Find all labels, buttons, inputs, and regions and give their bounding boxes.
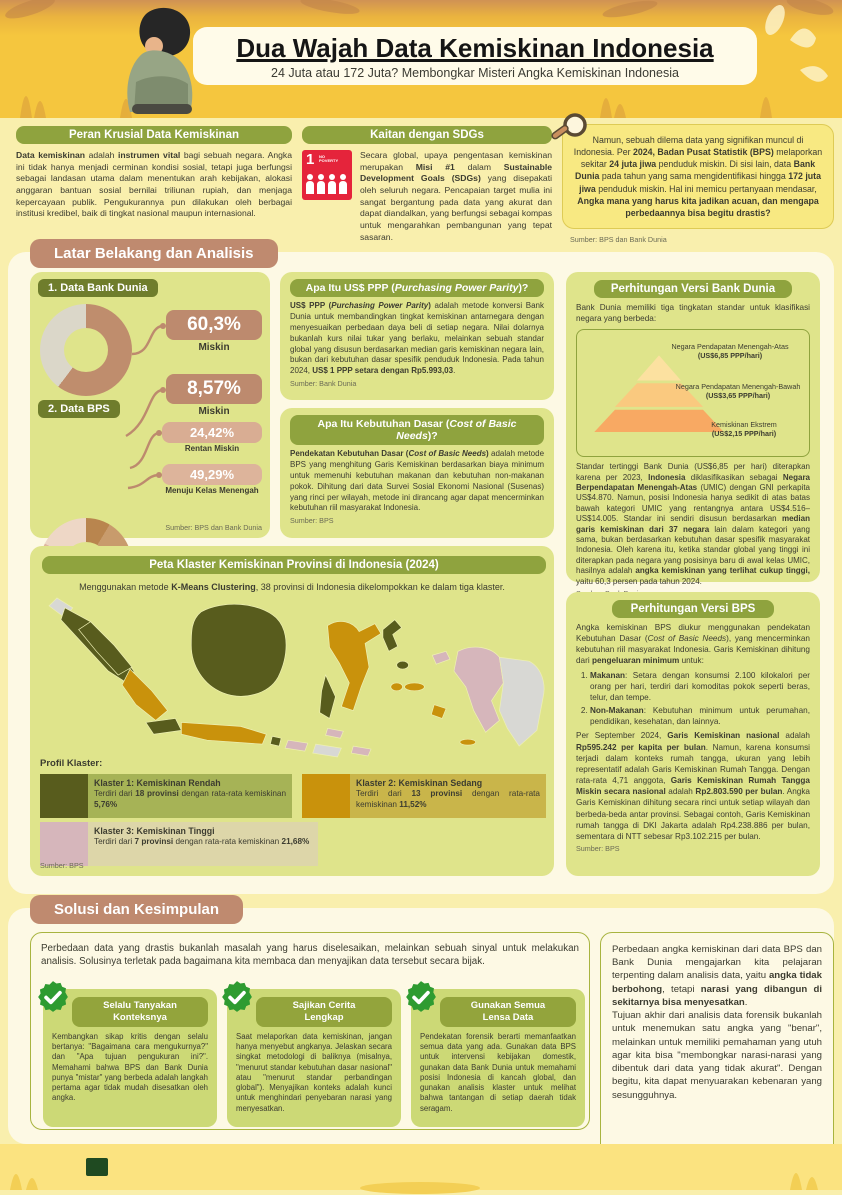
bps-intro: Angka kemiskinan BPS diukur menggunakan pendekatan Kebutuhan Dasar (Cost of Basic Needs), yang mencerminkan kebutuhan riil masyarakat Indonesia. Garis Kemiskinan dihitung dari pengeluaran minimum untuk: <box>576 623 810 666</box>
solusi-intro: Perbedaan data yang drastis bukanlah masalah yang harus diselesaikan, melainkan sebuah sinyal untuk melakukan analisis. Solusinya terletak pada bagaimana kita membaca dan menyajikan data tersebut secara bijak. <box>41 943 579 968</box>
title-card <box>193 27 757 85</box>
latar-panel <box>8 245 834 894</box>
map-title: Peta Klaster Kemiskinan Provinsi di Indonesia (2024) <box>42 556 546 574</box>
bank-dunia-body: Standar tertinggi Bank Dunia (US$6,85 per hari) diterapkan karena per 2023, Indonesia diklasifikasikan sebagai Negara Berpendapatan Menengah-Atas (UMIC) dengan GNI perkapita US$4.870. Namun, posisi Indonesia hanya sedikit di atas batas bawah kategori UMIC yang rentangnya antara US$4.516–US$14.005. Standar ini sendiri disusun berdasarkan median garis kemiskinan dari 37 negara lain dalam kategori yang sama, bukan berdasarkan kebutuhan dasar spesifik masyarakat Indonesia. Oleh karena itu, ketika standar global yang tinggi ini diterapkan pada negara yang posisinya baru di awal kelas UMIC, hasilnya adalah angka kemiskinan yang terlihat cukup tinggi, yaitu 60,3 persen pada tahun 2024. <box>576 462 810 586</box>
ppp-box <box>280 272 554 400</box>
solution-card-body: Saat melaporkan data kemiskinan, jangan hanya menyebut angkanya. Jelaskan secara singkat metodologi di baliknya (misalnya, "menurut standar kebutuhan dasar nasional" atau "menurut standar perbandingan global"). Menyajikan konteks adalah kunci untuk menghindari penyebaran narasi yang menyesatkan. <box>236 1031 392 1113</box>
cluster3-swatch <box>40 822 88 866</box>
check-badge-icon <box>220 980 254 1014</box>
bps-calc-title: Perhitungan Versi BPS <box>612 600 773 618</box>
bps-list-item: 1. Makanan: Setara dengan konsumsi 2.100 kilokalori per orang per hari, terdiri dari komoditas pokok seperti beras, telur, dan tempe. <box>590 670 810 703</box>
stat-chip: 24,42% <box>162 422 262 443</box>
page-subtitle: 24 Juta atau 172 Juta? Membongkar Misteri Angka Kemiskinan Indonesia <box>271 66 679 80</box>
cluster-profile-label: Profil Klaster: <box>40 758 103 769</box>
stat-chip: 49,29% <box>162 464 262 485</box>
bps-calc-box <box>566 592 820 876</box>
sdg-title: Kaitan dengan SDGs <box>302 126 552 144</box>
solution-card-title: Selalu Tanyakan Konteksnya <box>72 997 208 1027</box>
donut-panel <box>30 272 270 538</box>
ppp-source: Sumber: Bank Dunia <box>290 379 357 389</box>
check-badge-icon <box>404 980 438 1014</box>
bps-list <box>590 670 810 728</box>
bps-list-item: 2. Non-Makanan: Kebutuhan minimum untuk perumahan, pendidikan, kesehatan, dan lainnya. <box>590 705 810 727</box>
stat-label: Miskin <box>198 342 230 353</box>
cluster1-swatch <box>40 774 88 818</box>
bank-dunia-donut-label: 1. Data Bank Dunia <box>38 279 158 297</box>
intro-section <box>0 118 842 252</box>
map-panel <box>30 546 554 876</box>
ppp-title: Apa Itu US$ PPP (Purchasing Power Parity)? <box>290 279 544 297</box>
bank-dunia-intro: Bank Dunia memiliki tiga tingkatan standar untuk klasifikasi negara yang berbeda: <box>576 303 810 324</box>
map-source: Sumber: BPS <box>40 861 84 870</box>
footer-band <box>0 1144 842 1190</box>
stat-label: Menuju Kelas Menengah <box>165 486 259 495</box>
sdg-box <box>302 126 552 244</box>
bank-dunia-calc-title: Perhitungan Versi Bank Dunia <box>594 280 793 298</box>
bps-body: Per September 2024, Garis Kemiskinan nasional adalah Rp595.242 per kapita per bulan. Namun, karena konsumsi terjadi dalam konteks rumah tangga, ukuran yang lebih representatif adalah Garis Kemiskinan Rumah Tangga. Dengan rata-rata 4,71 anggota, Garis Kemiskinan Rumah Tangga Miskin secara nasional adalah Rp2.803.590 per bulan. Angka Garis Kemiskinan dihitung secara rinci untuk setiap wilayah dan berbeda-beda antar provinsi. Sebagai contoh, Garis Kemiskinan rumah tangga di DKI Jakarta adalah Rp4.238.886 per bulan, sementara di NTT sebesar Rp3.102.215 per bulan. <box>576 731 810 841</box>
cluster2-desc: Klaster 2: Kemiskinan Sedang Terdiri dari 13 provinsi dengan rata-rata kemiskinan 11,52% <box>350 774 546 818</box>
stat-label: Rentan Miskin <box>184 444 240 453</box>
donut-source: Sumber: BPS dan Bank Dunia <box>165 523 262 532</box>
footer-logo <box>86 1158 108 1176</box>
peran-krusial-title: Peran Krusial Data Kemiskinan <box>16 126 292 144</box>
solution-card-2 <box>227 989 401 1127</box>
page-title: Dua Wajah Data Kemiskinan Indonesia <box>236 33 714 63</box>
bank-dunia-calc-box <box>566 272 820 586</box>
bps-source: Sumber: BPS <box>576 843 620 853</box>
header-banner <box>0 0 842 118</box>
solution-card-body: Kembangkan sikap kritis dengan selalu bertanya: "Bagaimana cara mengukurnya?" dan "Apa tujuan pengukuran ini?". Memahami bahwa BPS dan Bank Dunia punya "mistar" yang berbeda adalah langkah pertama agar tidak mudah disesatkan oleh angka. <box>52 1031 208 1103</box>
solusi-panel <box>8 901 834 1144</box>
solusi-left-box <box>30 932 590 1130</box>
stat-label: Miskin <box>198 406 230 417</box>
conclusion-box: Perbedaan angka kemiskinan dari data BPS dan Bank Dunia mengajarkan kita pelajaran terpenting dalam analisis data, yaitu angka tidak berbohong, tetapi narasi yang dibangun di sekitarnya bisa menyesatkan. Tujuan akhir dari analisis data forensik bukanlah untuk menemukan satu angka yang "benar", melainkan untuk memiliki pemahaman yang utuh agar kita bisa "membongkar narasi-narasi yang dibentuk dari data yang tidak akurat". Dengan begitu, kita dapat menyuarakan kebenaran yang sesungguhnya. <box>600 932 834 1182</box>
ppp-body: US$ PPP (Purchasing Power Parity) adalah metode konversi Bank Dunia untuk membandingkan tingkat kemiskinan antarnegara dengan menyesuaikan perbedaan daya beli di setiap negara. Nilai dolarnya bukanlah kurs nilai tukar yang berlaku, melainkan sebuah standar global yang disusun berdasarkan median garis kemiskinan negara lain, bukan dari kebutuhan dasar spesifik penduduk Indonesia. Pada tahun 2024, US$ 1 PPP setara dengan Rp5.993,03. <box>290 301 544 376</box>
latar-header: Latar Belakang dan Analisis <box>30 239 278 268</box>
peran-krusial-body: Data kemiskinan adalah instrumen vital bagi sebuah negara. Angka ini tidak hanya menjadi cerminan kondisi sosial, tetapi juga berfungsi sebagai landasan utama dalam menentukan arah kebijakan, alokasi anggaran bantuan sosial bernilai triliunan rupiah, dan menjaga kepercayaan publik. Pengukurannya pun dilakukan oleh berbagai institusi kredibel, baik di tingkat nasional maupun internasional. <box>16 150 292 219</box>
stat-chip: 8,57% <box>166 374 262 404</box>
cbn-source: Sumber: BPS <box>290 516 334 526</box>
dilemma-column <box>562 124 834 244</box>
dilemma-box: Namun, sebuah dilema data yang signifikan muncul di Indonesia. Per 2024, Badan Pusat Statistik (BPS) melaporkan sekitar 24 juta jiwa penduduk miskin. Di sisi lain, data Bank Dunia pada tahun yang sama mengidentifikasi hingga 172 juta jiwa penduduk miskin. Hal ini memicu pertanyaan mendasar, Angka mana yang harus kita jadikan acuan, dan mengapa perbedaannya bisa begitu drastis? <box>562 124 834 229</box>
cbn-title: Apa Itu Kebutuhan Dasar (Cost of Basic Needs)? <box>290 415 544 445</box>
pyramid-label: Kemiskinan Ekstrem (US$2,15 PPP/hari) <box>711 420 777 439</box>
cluster1-desc: Klaster 1: Kemiskinan Rendah Terdiri dari 18 provinsi dengan rata-rata kemiskinan 5,76% <box>88 774 292 818</box>
cbn-box <box>280 408 554 538</box>
footer-decoration <box>0 1144 842 1190</box>
bps-donut-label: 2. Data BPS <box>38 400 120 418</box>
sdg-body: Secara global, upaya pengentasan kemiskinan merupakan Misi #1 dalam Sustainable Development Goals (SDGs) yang disepakati oleh seluruh negara. Pencapaian target mulia ini sangat bergantung pada data yang akurat dan dapat diandalkan, yang berfungsi sebagai kompas untuk mengarahkan pembangunan yang tepat sasaran. <box>360 150 553 242</box>
solution-card-title: Gunakan Semua Lensa Data <box>440 997 576 1027</box>
solusi-header: Solusi dan Kesimpulan <box>30 895 243 924</box>
solution-card-body: Pendekatan forensik berarti memanfaatkan semua data yang ada. Gunakan data BPS untuk intervensi kebijakan domestik, gunakan data Bank Dunia untuk memahami posisi Indonesia di kancah global, dan gunakan analisis klaster untuk melihat bahwa tantangan di setiap daerah tidak seragam. <box>420 1031 576 1113</box>
stat-chip: 60,3% <box>166 310 262 340</box>
solution-card-title: Sajikan Cerita Lengkap <box>256 997 392 1027</box>
pyramid-diagram <box>576 329 810 457</box>
indonesia-cluster-map <box>34 596 550 756</box>
check-badge-icon <box>36 980 70 1014</box>
pyramid-label: Negara Pendapatan Menengah-Bawah (US$3,65 PPP/hari) <box>675 382 801 401</box>
bank-dunia-donut <box>40 304 132 396</box>
pyramid-label: Negara Pendapatan Menengah-Atas (US$6,85 PPP/hari) <box>671 342 789 361</box>
magnifier-icon <box>548 110 592 154</box>
cluster3-desc: Klaster 3: Kemiskinan Tinggi Terdiri dari 7 provinsi dengan rata-rata kemiskinan 21,68% <box>88 822 318 866</box>
map-subtitle: Menggunakan metode K-Means Clustering, 38 provinsi di Indonesia dikelompokkan ke dalam tiga klaster. <box>79 582 505 592</box>
dilemma-source: Sumber: BPS dan Bank Dunia <box>570 234 667 244</box>
cbn-body: Pendekatan Kebutuhan Dasar (Cost of Basic Needs) adalah metode BPS yang menghitung Garis Kemiskinan berdasarkan biaya minimum untuk memenuhi kebutuhan makanan dan kebutuhan non-makanan pokok. Dihitung dari data Survei Sosial Ekonomi Nasional (Susenas) yang rinci per wilayah, metode ini dirancang agar dapat mencerminkan kebutuhan riil masyarakat Indonesia. <box>290 449 545 513</box>
sdg1-no-poverty-icon: 1 NO POVERTY <box>302 150 352 200</box>
solution-card-3 <box>411 989 585 1127</box>
cluster2-swatch <box>302 774 350 818</box>
solution-card-1 <box>43 989 217 1127</box>
peran-krusial-box <box>16 126 292 220</box>
